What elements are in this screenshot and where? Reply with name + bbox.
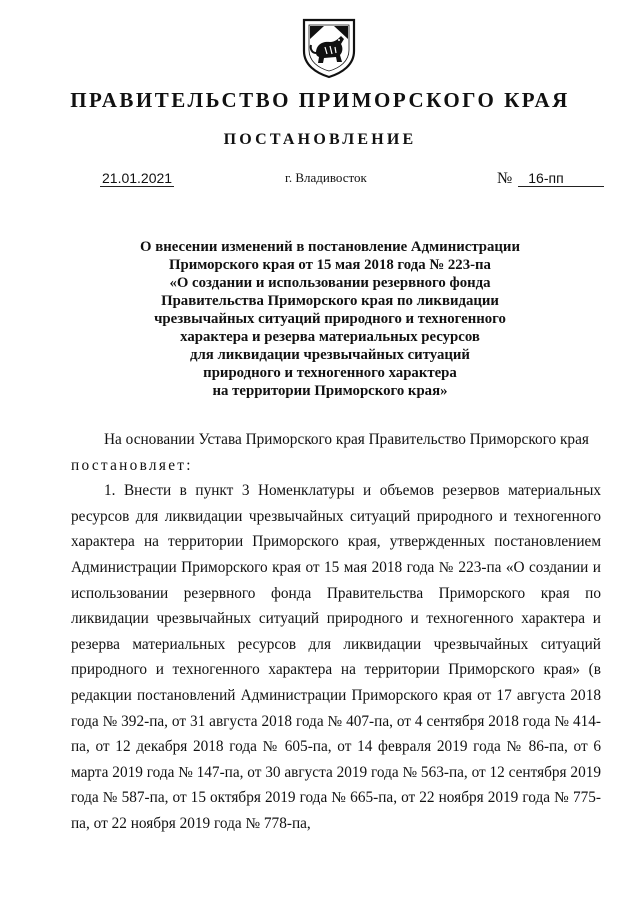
document-heading	[60, 238, 600, 400]
heading-line: «О создании и использовании резервного фонда	[169, 275, 491, 291]
heading-line: О внесении изменений в постановление Администрации	[140, 239, 520, 255]
heading-line: характера и резерва материальных ресурсов	[180, 329, 480, 345]
heading-line: на территории Приморского края»	[212, 383, 448, 399]
heading-line: чрезвычайных ситуаций природного и техногенного	[154, 311, 506, 327]
heading-line: Правительства Приморского края по ликвидации	[161, 293, 499, 309]
heading-line: природного и техногенного характера	[203, 365, 457, 381]
date-value: 21.01.2021	[102, 170, 173, 186]
document-number	[497, 170, 604, 188]
heading-line: Приморского края от 15 мая 2018 года № 223-па	[169, 257, 491, 273]
heading-line: для ликвидации чрезвычайных ситуаций	[190, 347, 470, 363]
coat-of-arms-icon	[300, 17, 358, 79]
document-body	[71, 427, 601, 837]
number-value: 16-пп	[518, 170, 604, 187]
document-date	[100, 170, 174, 187]
government-title: ПРАВИТЕЛЬСТВО ПРИМОРСКОГО КРАЯ	[70, 88, 570, 112]
document-city: г. Владивосток	[285, 170, 367, 185]
document-type: ПОСТАНОВЛЕНИЕ	[223, 131, 417, 148]
point-1-paragraph: 1. Внести в пункт 3 Номенклатуры и объемов резервов материальных ресурсов для ликвидации чрезвычайных ситуаций природного и техногенного характера на территории Приморского края, утвержденных постановлением Администрации Приморского края от 15 мая 2018 года № 223-па «О создании и использовании резервного фонда Правительства Приморского края по ликвидации чрезвычайных ситуаций природного и техногенного характера и резерва материальных ресурсов для ликвидации чрезвычайных ситуаций природного и техногенного характера на территории Приморского края» (в редакции постановлений Администрации Приморского края от 17 августа 2018 года № 392-па, от 31 августа 2018 года № 407-па, от 4 сентября 2018 года № 414-па, от 12 декабря 2018 года № 605-па, от 14 февраля 2019 года № 86-па, от 6 марта 2019 года № 147-па, от 30 августа 2019 года № 563-па, от 12 сентября 2019 года № 587-па, от 15 октября 2019 года № 665-па, от 22 ноября 2019 года № 775-па, от 22 ноября 2019 года № 778-па,	[71, 482, 602, 832]
intro-paragraph: На основании Устава Приморского края Правительство Приморского края	[104, 431, 589, 448]
decree-word: постановляет:	[71, 456, 193, 474]
number-sign: №	[497, 170, 513, 187]
